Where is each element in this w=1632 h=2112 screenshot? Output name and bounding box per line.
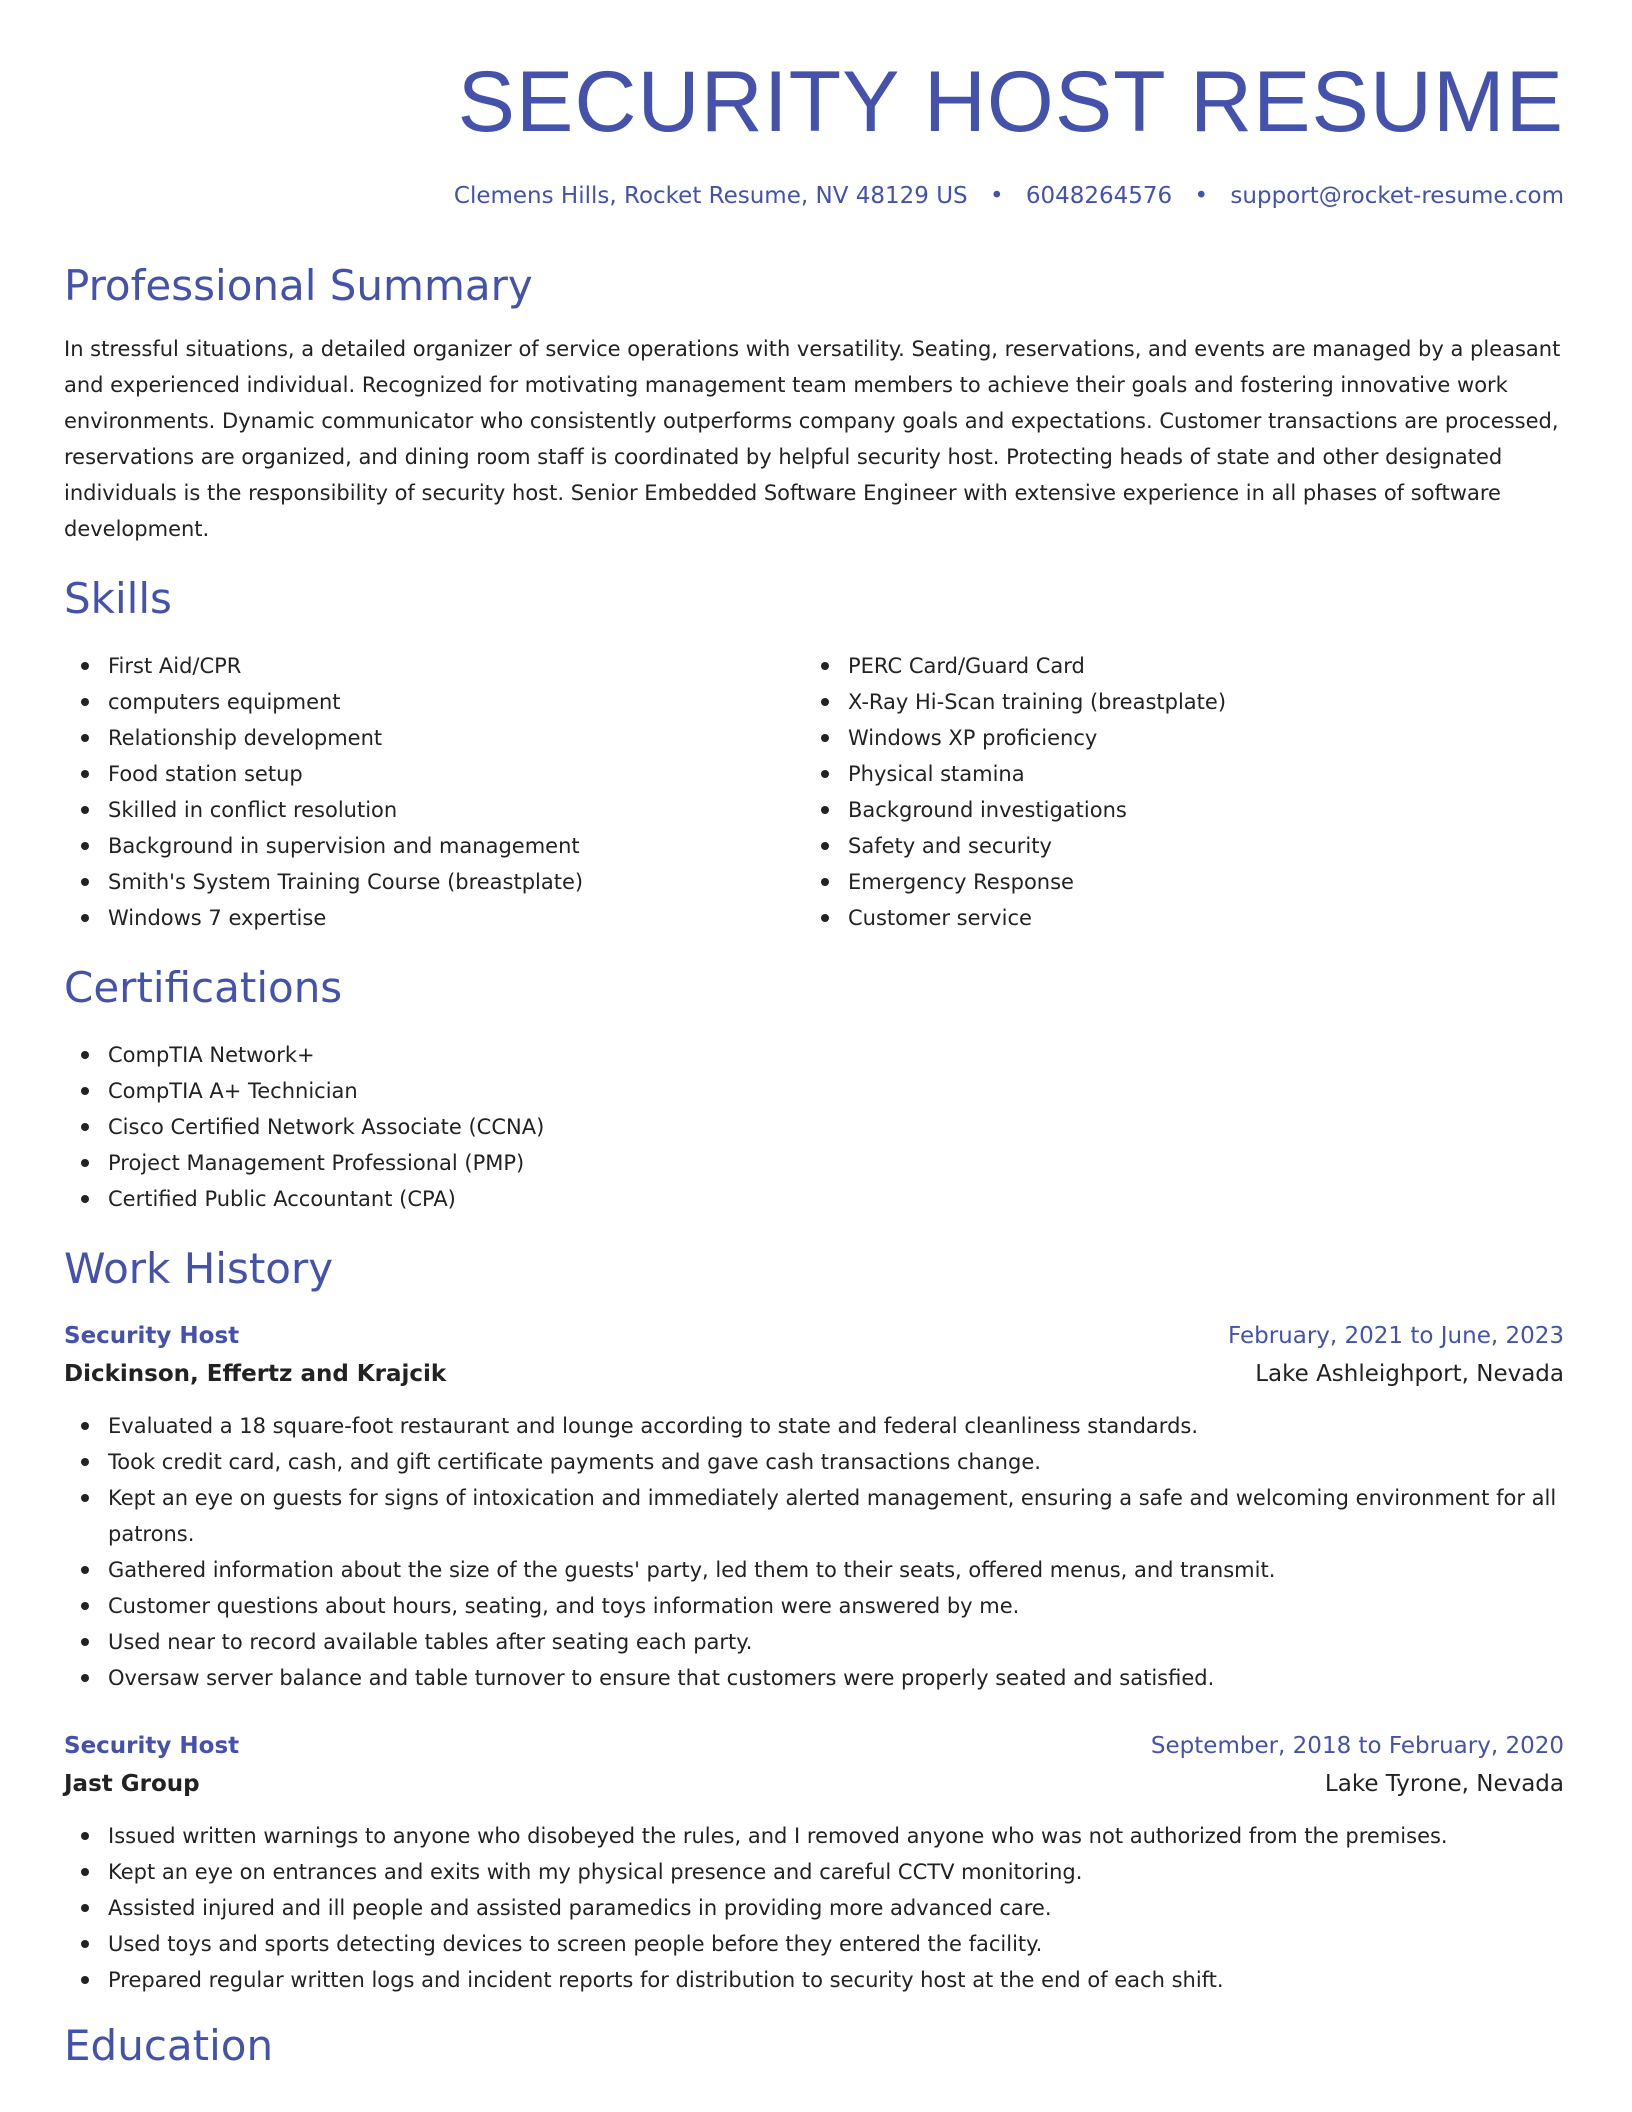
skill-item: X-Ray Hi-Scan training (breastplate)	[804, 684, 1524, 720]
contact-separator: •	[989, 183, 1004, 209]
job-bullet: Took credit card, cash, and gift certificate payments and gave cash transactions change.	[64, 1444, 1564, 1480]
job-bullet: Customer questions about hours, seating, and toys information were answered by me.	[64, 1588, 1564, 1624]
job-bullet: Kept an eye on entrances and exits with my physical presence and careful CCTV monitoring.	[64, 1854, 1564, 1890]
skill-item: Emergency Response	[804, 864, 1524, 900]
summary-text: In stressful situations, a detailed organizer of service operations with versatility. Seating, reservations, and events are managed by a pleasant and experienced individual. Recognized for motivating management team members to achieve their goals and fostering innovative work environments. Dynamic communicator who consistently outperforms company goals and expectations. Customer transactions are processed, reservations are organized, and dining room staff is coordinated by helpful security host. Protecting heads of state and other designated individuals is the responsibility of security host. Senior Embedded Software Engineer with extensive experience in all phases of software development.	[64, 337, 1561, 541]
job-bullets	[64, 1818, 1564, 1998]
certification-item: Cisco Certified Network Associate (CCNA)	[64, 1109, 1064, 1145]
job-bullet: Evaluated a 18 square-foot restaurant and lounge according to state and federal cleanliness standards.	[64, 1408, 1564, 1444]
education-heading: Education	[64, 2021, 274, 2070]
skill-item: computers equipment	[64, 684, 784, 720]
certification-item: CompTIA Network+	[64, 1037, 1064, 1073]
skill-item: Skilled in conflict resolution	[64, 792, 784, 828]
job-bullet: Prepared regular written logs and incident reports for distribution to security host at the end of each shift.	[64, 1962, 1564, 1998]
job-company: Dickinson, Effertz and Krajcik	[64, 1361, 447, 1387]
job-bullet: Gathered information about the size of the guests' party, led them to their seats, offered menus, and transmit.	[64, 1552, 1564, 1588]
job-title: Security Host	[64, 1323, 240, 1349]
contact-email: support@rocket-resume.com	[1230, 183, 1564, 209]
contact-line	[454, 178, 1564, 214]
job-title: Security Host	[64, 1733, 240, 1759]
contact-separator: •	[1194, 183, 1209, 209]
skill-item: Relationship development	[64, 720, 784, 756]
skill-item: Windows 7 expertise	[64, 900, 784, 936]
certifications-heading: Certifications	[64, 963, 343, 1012]
skills-list-left	[64, 648, 784, 936]
skill-item: Windows XP proficiency	[804, 720, 1524, 756]
skill-item: Smith's System Training Course (breastplate)	[64, 864, 784, 900]
summary-heading: Professional Summary	[64, 261, 533, 310]
job-dates: September, 2018 to February, 2020	[1150, 1733, 1564, 1759]
work-history-heading: Work History	[64, 1244, 334, 1293]
job-bullet: Issued written warnings to anyone who disobeyed the rules, and I removed anyone who was not authorized from the premises.	[64, 1818, 1564, 1854]
job-bullet: Used toys and sports detecting devices to screen people before they entered the facility.	[64, 1926, 1564, 1962]
skill-item: Background investigations	[804, 792, 1524, 828]
job-company: Jast Group	[64, 1771, 200, 1797]
job-bullet: Kept an eye on guests for signs of intoxication and immediately alerted management, ensuring a safe and welcoming environment for all patrons.	[64, 1480, 1564, 1552]
certification-item: Project Management Professional (PMP)	[64, 1145, 1064, 1181]
job-dates: February, 2021 to June, 2023	[1227, 1323, 1564, 1349]
job-bullet: Used near to record available tables after seating each party.	[64, 1624, 1564, 1660]
certification-item: CompTIA A+ Technician	[64, 1073, 1064, 1109]
resume-title: SECURITY HOST RESUME	[457, 54, 1564, 150]
skill-item: Food station setup	[64, 756, 784, 792]
job-location: Lake Ashleighport, Nevada	[1255, 1361, 1564, 1387]
skill-item: First Aid/CPR	[64, 648, 784, 684]
job-entry	[64, 1318, 1564, 1696]
job-entry	[64, 1728, 1564, 1998]
skill-item: Physical stamina	[804, 756, 1524, 792]
skills-list-right	[804, 648, 1524, 936]
skill-item: Safety and security	[804, 828, 1524, 864]
job-bullet: Assisted injured and ill people and assisted paramedics in providing more advanced care.	[64, 1890, 1564, 1926]
job-location: Lake Tyrone, Nevada	[1324, 1771, 1564, 1797]
job-bullets	[64, 1408, 1564, 1696]
skill-item: Background in supervision and management	[64, 828, 784, 864]
contact-phone: 6048264576	[1025, 183, 1173, 209]
skills-heading: Skills	[64, 574, 172, 623]
job-bullet: Oversaw server balance and table turnover to ensure that customers were properly seated and satisfied.	[64, 1660, 1564, 1696]
certification-item: Certified Public Accountant (CPA)	[64, 1181, 1064, 1217]
certifications-list	[64, 1037, 1064, 1217]
skill-item: Customer service	[804, 900, 1524, 936]
skill-item: PERC Card/Guard Card	[804, 648, 1524, 684]
contact-address: Clemens Hills, Rocket Resume, NV 48129 US	[453, 183, 968, 209]
